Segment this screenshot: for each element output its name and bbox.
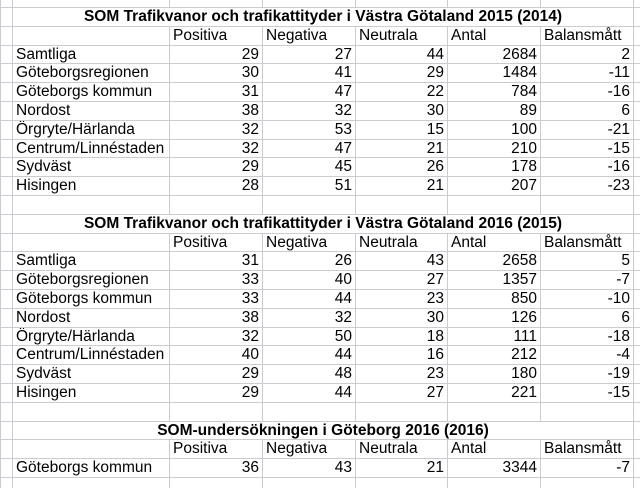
- cell[interactable]: [0, 384, 13, 402]
- cell[interactable]: [448, 478, 541, 488]
- cell-positiva[interactable]: 32: [170, 140, 263, 158]
- table-row: [0, 271, 640, 290]
- cell-negativa[interactable]: 45: [263, 158, 356, 176]
- cell[interactable]: [356, 196, 448, 214]
- cell-antal[interactable]: 111: [448, 328, 541, 346]
- cell-balansmatt[interactable]: -10: [541, 290, 634, 308]
- cell[interactable]: [634, 346, 640, 364]
- cell[interactable]: [634, 177, 640, 195]
- cell-positiva[interactable]: 29: [170, 158, 263, 176]
- cell-antal[interactable]: 89: [448, 102, 541, 120]
- cell[interactable]: [634, 140, 640, 158]
- cell[interactable]: [541, 403, 634, 421]
- cell[interactable]: [634, 8, 640, 26]
- row-label-cell[interactable]: Göteborgs kommun: [13, 459, 170, 477]
- cell-neutrala[interactable]: 27: [356, 271, 448, 289]
- cell[interactable]: [0, 271, 13, 289]
- cell-antal[interactable]: 850: [448, 290, 541, 308]
- cell[interactable]: [170, 478, 263, 488]
- empty-row: [0, 0, 640, 8]
- cell-neutrala[interactable]: 16: [356, 346, 448, 364]
- cell[interactable]: [0, 346, 13, 364]
- empty-row: [0, 196, 640, 215]
- cell-antal[interactable]: 221: [448, 384, 541, 402]
- cell-balansmatt[interactable]: -7: [541, 459, 634, 477]
- cell-negativa[interactable]: 44: [263, 346, 356, 364]
- cell[interactable]: [634, 459, 640, 477]
- cell-neutrala[interactable]: 21: [356, 459, 448, 477]
- cell[interactable]: [0, 234, 13, 252]
- cell-negativa[interactable]: 32: [263, 102, 356, 120]
- cell-neutrala[interactable]: 23: [356, 365, 448, 383]
- cell-antal[interactable]: 100: [448, 121, 541, 139]
- header-cell-neutrala[interactable]: Neutrala: [356, 234, 448, 252]
- cell[interactable]: [634, 271, 640, 289]
- cell[interactable]: [448, 196, 541, 214]
- cell-neutrala[interactable]: 30: [356, 102, 448, 120]
- cell[interactable]: [541, 0, 634, 7]
- cell[interactable]: [0, 27, 13, 45]
- cell-positiva[interactable]: 36: [170, 459, 263, 477]
- cell-negativa[interactable]: 51: [263, 177, 356, 195]
- table-row: [0, 328, 640, 347]
- cell[interactable]: [170, 403, 263, 421]
- cell[interactable]: [0, 0, 13, 7]
- cell-balansmatt[interactable]: -11: [541, 64, 634, 82]
- cell[interactable]: [170, 0, 263, 7]
- cell-antal[interactable]: 1484: [448, 64, 541, 82]
- title-row: [0, 422, 640, 441]
- cell[interactable]: [634, 46, 640, 64]
- cell-negativa[interactable]: 47: [263, 140, 356, 158]
- cell-positiva[interactable]: 33: [170, 271, 263, 289]
- cell[interactable]: [541, 478, 634, 488]
- title-row: [0, 215, 640, 234]
- cell-balansmatt[interactable]: -16: [541, 158, 634, 176]
- cell-antal[interactable]: 1357: [448, 271, 541, 289]
- cell-balansmatt[interactable]: 2: [541, 46, 634, 64]
- cell[interactable]: [634, 64, 640, 82]
- cell[interactable]: [356, 0, 448, 7]
- cell-positiva[interactable]: 30: [170, 64, 263, 82]
- cell[interactable]: [0, 121, 13, 139]
- cell-negativa[interactable]: 41: [263, 64, 356, 82]
- cell[interactable]: [0, 252, 13, 270]
- cell[interactable]: [0, 8, 13, 26]
- header-cell-neutrala[interactable]: Neutrala: [356, 440, 448, 458]
- cell-antal[interactable]: 784: [448, 83, 541, 101]
- cell-antal[interactable]: 212: [448, 346, 541, 364]
- cell[interactable]: [0, 177, 13, 195]
- cell-negativa[interactable]: 26: [263, 252, 356, 270]
- cell[interactable]: [634, 234, 640, 252]
- cell-positiva[interactable]: 29: [170, 46, 263, 64]
- cell-negativa[interactable]: 32: [263, 309, 356, 327]
- header-cell-neutrala[interactable]: Neutrala: [356, 27, 448, 45]
- cell[interactable]: [0, 215, 13, 233]
- cell-neutrala[interactable]: 30: [356, 309, 448, 327]
- row-label-cell[interactable]: Sydväst: [13, 365, 170, 383]
- table-row: [0, 46, 640, 65]
- cell[interactable]: [0, 478, 13, 488]
- cell[interactable]: [634, 309, 640, 327]
- cell-balansmatt[interactable]: -7: [541, 271, 634, 289]
- table-row: [0, 102, 640, 121]
- cell[interactable]: [448, 403, 541, 421]
- cell[interactable]: [448, 0, 541, 7]
- cell[interactable]: [0, 459, 13, 477]
- cell-antal[interactable]: 207: [448, 177, 541, 195]
- cell-positiva[interactable]: 33: [170, 290, 263, 308]
- cell-negativa[interactable]: 43: [263, 459, 356, 477]
- cell[interactable]: [0, 158, 13, 176]
- table-row: [0, 290, 640, 309]
- table-row: [0, 64, 640, 83]
- row-label-cell[interactable]: Sydväst: [13, 158, 170, 176]
- cell[interactable]: [634, 422, 640, 440]
- header-cell-negativa[interactable]: Negativa: [263, 27, 356, 45]
- cell-positiva[interactable]: 31: [170, 83, 263, 101]
- table-row: [0, 140, 640, 159]
- row-label-cell[interactable]: Göteborgs kommun: [13, 290, 170, 308]
- row-label-cell[interactable]: Nordost: [13, 309, 170, 327]
- cell[interactable]: [634, 121, 640, 139]
- cell-balansmatt[interactable]: -19: [541, 365, 634, 383]
- cell[interactable]: [541, 196, 634, 214]
- row-label-cell[interactable]: Centrum/Linnéstaden: [13, 346, 170, 364]
- cell[interactable]: [0, 440, 13, 458]
- cell[interactable]: [170, 196, 263, 214]
- cell[interactable]: [356, 478, 448, 488]
- cell[interactable]: [634, 440, 640, 458]
- cell-neutrala[interactable]: 43: [356, 252, 448, 270]
- cell[interactable]: [634, 478, 640, 488]
- cell[interactable]: [634, 290, 640, 308]
- cell-balansmatt[interactable]: -15: [541, 140, 634, 158]
- cell-balansmatt[interactable]: -21: [541, 121, 634, 139]
- cell[interactable]: [634, 27, 640, 45]
- header-cell-positiva[interactable]: Positiva: [170, 234, 263, 252]
- cell-neutrala[interactable]: 29: [356, 64, 448, 82]
- header-cell-negativa[interactable]: Negativa: [263, 234, 356, 252]
- cell-negativa[interactable]: 47: [263, 83, 356, 101]
- cell[interactable]: [0, 328, 13, 346]
- cell[interactable]: [13, 196, 170, 214]
- table-row: [0, 252, 640, 271]
- cell-balansmatt[interactable]: 6: [541, 309, 634, 327]
- cell-negativa[interactable]: 44: [263, 290, 356, 308]
- row-label-cell[interactable]: Samtliga: [13, 46, 170, 64]
- empty-row: [0, 478, 640, 488]
- header-cell-balansmatt[interactable]: Balansmått: [541, 234, 634, 252]
- cell[interactable]: [0, 64, 13, 82]
- table-row: [0, 365, 640, 384]
- cell[interactable]: [634, 328, 640, 346]
- cell-positiva[interactable]: 38: [170, 102, 263, 120]
- cell-neutrala[interactable]: 26: [356, 158, 448, 176]
- cell-negativa[interactable]: 40: [263, 271, 356, 289]
- cell[interactable]: [13, 0, 170, 7]
- header-cell-balansmatt[interactable]: Balansmått: [541, 440, 634, 458]
- cell[interactable]: [0, 196, 13, 214]
- cell-neutrala[interactable]: 15: [356, 121, 448, 139]
- row-label-cell[interactable]: Centrum/Linnéstaden: [13, 140, 170, 158]
- row-label-cell[interactable]: Örgryte/Härlanda: [13, 121, 170, 139]
- cell[interactable]: [13, 234, 170, 252]
- table-row: [0, 177, 640, 196]
- row-label-cell[interactable]: Hisingen: [13, 177, 170, 195]
- cell-antal[interactable]: 210: [448, 140, 541, 158]
- table-row: [0, 309, 640, 328]
- cell[interactable]: [634, 158, 640, 176]
- cell[interactable]: [13, 403, 170, 421]
- cell-positiva[interactable]: 32: [170, 328, 263, 346]
- table-title[interactable]: SOM-undersökningen i Göteborg 2016 (2016): [13, 422, 634, 440]
- header-row: [0, 440, 640, 459]
- cell[interactable]: [263, 403, 356, 421]
- cell-neutrala[interactable]: 21: [356, 140, 448, 158]
- header-cell-positiva[interactable]: Positiva: [170, 27, 263, 45]
- header-cell-positiva[interactable]: Positiva: [170, 440, 263, 458]
- cell-positiva[interactable]: 29: [170, 384, 263, 402]
- cell-balansmatt[interactable]: -15: [541, 384, 634, 402]
- cell[interactable]: [0, 422, 13, 440]
- cell[interactable]: [634, 384, 640, 402]
- row-label-cell[interactable]: Örgryte/Härlanda: [13, 328, 170, 346]
- cell[interactable]: [263, 478, 356, 488]
- cell[interactable]: [0, 403, 13, 421]
- cell-positiva[interactable]: 40: [170, 346, 263, 364]
- cell-balansmatt[interactable]: 5: [541, 252, 634, 270]
- header-cell-antal[interactable]: Antal: [448, 234, 541, 252]
- cell-negativa[interactable]: 50: [263, 328, 356, 346]
- table-row: [0, 384, 640, 403]
- cell-negativa[interactable]: 53: [263, 121, 356, 139]
- cell[interactable]: [634, 403, 640, 421]
- table-row: [0, 459, 640, 478]
- cell-antal[interactable]: 3344: [448, 459, 541, 477]
- table-title[interactable]: SOM Trafikvanor och trafikattityder i Västra Götaland 2016 (2015): [13, 215, 634, 233]
- cell[interactable]: [0, 290, 13, 308]
- cell-negativa[interactable]: 48: [263, 365, 356, 383]
- cell[interactable]: [0, 83, 13, 101]
- row-label-cell[interactable]: Göteborgsregionen: [13, 271, 170, 289]
- header-cell-balansmatt[interactable]: Balansmått: [541, 27, 634, 45]
- cell-neutrala[interactable]: 44: [356, 46, 448, 64]
- cell[interactable]: [0, 102, 13, 120]
- cell-neutrala[interactable]: 18: [356, 328, 448, 346]
- cell[interactable]: [356, 403, 448, 421]
- cell[interactable]: [0, 309, 13, 327]
- cell[interactable]: [0, 365, 13, 383]
- cell[interactable]: [263, 196, 356, 214]
- header-cell-negativa[interactable]: Negativa: [263, 440, 356, 458]
- cell[interactable]: [13, 478, 170, 488]
- cell-antal[interactable]: 178: [448, 158, 541, 176]
- header-cell-antal[interactable]: Antal: [448, 27, 541, 45]
- cell[interactable]: [634, 196, 640, 214]
- cell-neutrala[interactable]: 22: [356, 83, 448, 101]
- cell-positiva[interactable]: 31: [170, 252, 263, 270]
- cell-positiva[interactable]: 32: [170, 121, 263, 139]
- cell[interactable]: [634, 0, 640, 7]
- cell-antal[interactable]: 180: [448, 365, 541, 383]
- table-row: [0, 83, 640, 102]
- cell-antal[interactable]: 126: [448, 309, 541, 327]
- table-row: [0, 346, 640, 365]
- row-label-cell[interactable]: Nordost: [13, 102, 170, 120]
- cell-neutrala[interactable]: 23: [356, 290, 448, 308]
- row-label-cell[interactable]: Hisingen: [13, 384, 170, 402]
- row-label-cell[interactable]: Samtliga: [13, 252, 170, 270]
- cell-positiva[interactable]: 29: [170, 365, 263, 383]
- cell[interactable]: [634, 252, 640, 270]
- cell-negativa[interactable]: 44: [263, 384, 356, 402]
- table-row: [0, 121, 640, 140]
- cell-antal[interactable]: 2684: [448, 46, 541, 64]
- cell[interactable]: [634, 215, 640, 233]
- cell-balansmatt[interactable]: -4: [541, 346, 634, 364]
- cell-negativa[interactable]: 27: [263, 46, 356, 64]
- cell[interactable]: [634, 83, 640, 101]
- header-row: [0, 27, 640, 46]
- cell[interactable]: [0, 46, 13, 64]
- cell-positiva[interactable]: 28: [170, 177, 263, 195]
- row-label-cell[interactable]: Göteborgs kommun: [13, 83, 170, 101]
- cell[interactable]: [263, 0, 356, 7]
- cell-neutrala[interactable]: 21: [356, 177, 448, 195]
- cell-balansmatt[interactable]: -18: [541, 328, 634, 346]
- cell-balansmatt[interactable]: -16: [541, 83, 634, 101]
- cell[interactable]: [13, 27, 170, 45]
- header-cell-antal[interactable]: Antal: [448, 440, 541, 458]
- title-row: [0, 8, 640, 27]
- empty-row: [0, 403, 640, 422]
- header-row: [0, 234, 640, 253]
- cell[interactable]: [0, 140, 13, 158]
- cell-antal[interactable]: 2658: [448, 252, 541, 270]
- cell[interactable]: [634, 102, 640, 120]
- cell-balansmatt[interactable]: 6: [541, 102, 634, 120]
- cell-balansmatt[interactable]: -23: [541, 177, 634, 195]
- cell[interactable]: [13, 440, 170, 458]
- cell-positiva[interactable]: 38: [170, 309, 263, 327]
- table-row: [0, 158, 640, 177]
- row-label-cell[interactable]: Göteborgsregionen: [13, 64, 170, 82]
- table-title[interactable]: SOM Trafikvanor och trafikattityder i Västra Götaland 2015 (2014): [13, 8, 634, 26]
- cell[interactable]: [634, 365, 640, 383]
- cell-neutrala[interactable]: 27: [356, 384, 448, 402]
